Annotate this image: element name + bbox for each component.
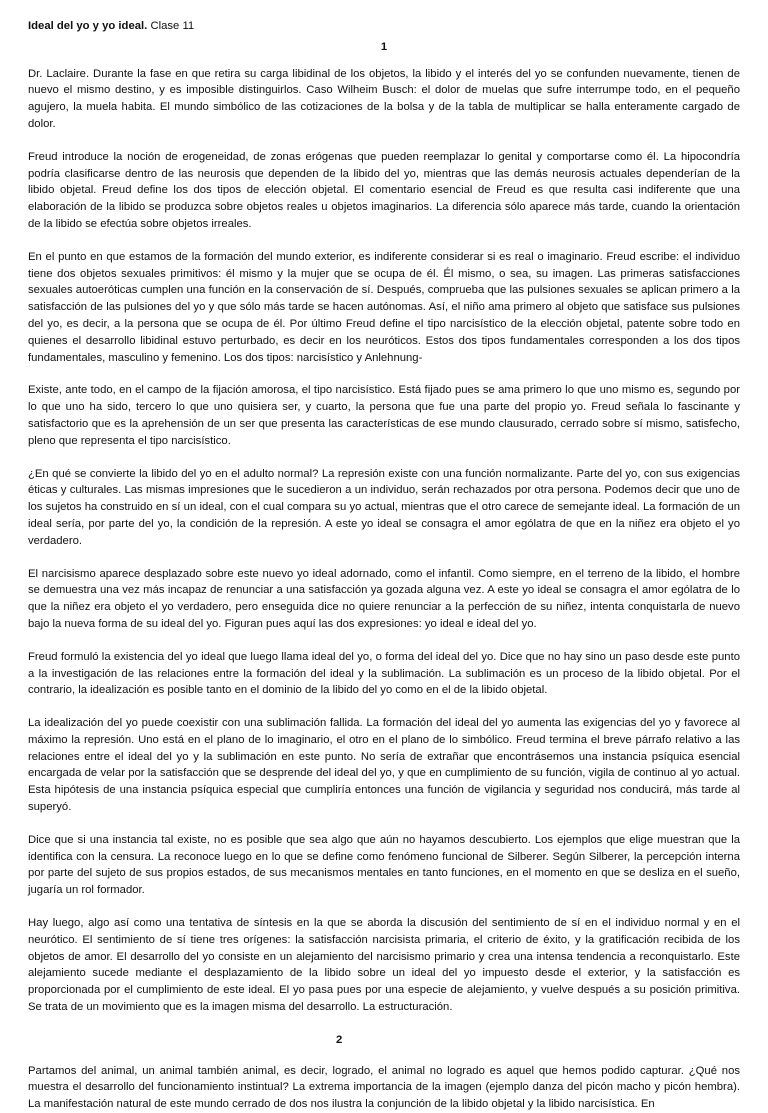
paragraph: Dr. Laclaire. Durante la fase en que retira su carga libidinal de los objetos, la libido y el interés del yo se confunden nuevamente, tienen de nuevo el mismo destino, y es imposible distinguirlos. Caso Wilheim Busch: el dolor de muelas que sufre interrumpe todo, en el pequeño agujero, la muela habita. El mundo simbólico de las cotizaciones de la bolsa y de la tabla de multiplicar se halla enteramente cargado de dolor. — [28, 67, 740, 130]
document-title — [28, 18, 740, 35]
section-number-1: 1 — [380, 40, 388, 53]
paragraph: Existe, ante todo, en el campo de la fijación amorosa, el tipo narcisístico. Está fijado pues se ama primero lo que uno mismo es, segundo por lo que uno ha sido, tercero lo que uno quisiera ser, y cuarto, la persona que fue una parte del propio yo. Freud señala lo fascinante y satisfactorio que es la aprehensión de un ser que presenta las características de ese mundo clausurado, cerrado sobre sí mismo, satisfecho, pleno que representa el tipo narcisístico. — [28, 384, 740, 447]
paragraph: Hay luego, algo así como una tentativa de síntesis en la que se aborda la discusión del sentimiento de sí en el individuo normal y en el neurótico. El sentimiento de sí tiene tres orígenes: la satisfacción narcisista primaria, el criterio de éxito, y la gratificación recibida de los objetos de amor. El desarrollo del yo consiste en un alejamiento del narcisismo primario y crea una intensa tendencia a reconquistarlo. Este alejamiento sucede mediante el desplazamiento de la libido sobre un ideal del yo impuesto desde el exterior, y la satisfacción es proporcionada por el cumplimiento de este ideal. El yo pasa pues por una especie de alejamiento, y vuelve después a su posición primitiva. Se trata de un movimiento que es la imagen misma del desarrollo. La estructuración. — [28, 917, 740, 1014]
paragraph: ¿En qué se convierte la libido del yo en el adulto normal? La represión existe con una función normalizante. Parte del yo, con sus exigencias éticas y culturales. Las mismas impresiones que le sucedieron a un individuo, serán rechazados por otra persona. Podemos decir que uno de los sujetos ha construido en sí un ideal, con el cual compara su yo actual, mientras que el otro carece de semejante ideal. La formación de un ideal sería, por parte del yo, la condición de la represión. A este yo ideal se consagra el amor ególatra de que en la niñez era objeto el yo verdadero. — [28, 467, 740, 547]
paragraph: Freud introduce la noción de erogeneidad, de zonas erógenas que pueden reemplazar lo genital y comportarse como él. La hipocondría podría clasificarse dentro de las neurosis que dependen de la libido del yo, mientras que las demás neurosis actuales dependerían de la libido objetal. Freud define los dos tipos de elección objetal. El comentario esencial de Freud es que resulta casi indiferente que una elaboración de la libido se produzca sobre objetos reales u objetos imaginarios. La diferencia sólo aparece más tarde, cuando la orientación de la libido se efectúa sobre objetos irreales. — [28, 150, 740, 230]
paragraph: Dice que si una instancia tal existe, no es posible que sea algo que aún no hayamos descubierto. Los ejemplos que elige muestran que la identifica con la censura. La reconoce luego en lo que se define como fenómeno funcional de Silberer. Según Silberer, la percepción interna por parte del sujeto de sus propios estados, de sus mecanismos mentales en tanto funciones, en el momento en que se desliza en el sueño, jugaría un rol formador. — [28, 833, 740, 897]
paragraph: Freud formuló la existencia del yo ideal que luego llama ideal del yo, o forma del ideal del yo. Dice que no hay sino un paso desde este punto a la investigación de las relaciones entre la formación del ideal y la sublimación. La sublimación es un proceso de la libido objetal. Por el contrario, la idealización es posible tanto en el dominio de la libido del yo como en el de la libido objetal. — [28, 650, 740, 697]
paragraph: La idealización del yo puede coexistir con una sublimación fallida. La formación del ideal del yo aumenta las exigencias del yo y favorece al máximo la represión. Uno está en el plano de lo imaginario, el otro en el plano de lo simbólico. Freud termina el breve párrafo relativo a las relaciones entre el ideal del yo y la sublimación en este punto. No sería de extrañar que encontrásemos una instancia psíquica esencial encargada de velar por la satisfacción que se desprende del ideal del yo, y que en cumplimiento de su función, vigila de continuo al yo actual. Esta hipótesis de una instancia psíquica especial que cumpliría entonces una función de vigilancia y seguridad nos conducirá, más tarde al superyó. — [28, 717, 740, 814]
paragraph: En el punto en que estamos de la formación del mundo exterior, es indiferente considerar si es real o imaginario. Freud escribe: el individuo tiene dos objetos sexuales primitivos: él mismo y la mujer que se ocupa de él. Él mismo, o sea, su imagen. Las primeras satisfacciones sexuales autoeróticas cumplen una función en la conservación de sí. Después, comprueba que las pulsiones sexuales se aplican primero a la satisfacción de las pulsiones del yo y que sólo más tarde se hacen autónomas. Así, el niño ama primero al objeto que satisface sus pulsiones del yo, es decir, a la persona que se ocupa de él. Por último Freud define el tipo narcisístico de la elección objetal, patente sobre todo en quienes el desarrollo libidinal estuvo perturbado, es decir en los neuróticos. Estos dos tipos fundamentales corresponden a los dos tipos fundamentales, masculino y femenino. Los dos tipos: narcisístico y Anlehnung- — [28, 250, 740, 364]
document-page — [28, 18, 740, 1113]
title-class: Clase 11 — [150, 20, 195, 32]
paragraph: Partamos del animal, un animal también animal, es decir, logrado, el animal no logrado es aquel que hemos podido capturar. ¿Qué nos muestra el desarrollo del funcionamiento instintual? La extrema importancia de la imagen (ejemplo danza del picón macho y picón hembra). La manifestación natural de este mundo cerrado de dos nos ilustra la conjunción de la libido objetal y la libido narcisística. En — [28, 1064, 740, 1111]
section-number-2: 2 — [336, 1033, 343, 1046]
title-bold: Ideal del yo y yo ideal. — [28, 20, 148, 32]
paragraph: El narcisismo aparece desplazado sobre este nuevo yo ideal adornado, como el infantil. Como siempre, en el terreno de la libido, el hombre se demuestra una vez más incapaz de renunciar a una satisfacción ya gozada alguna vez. A este yo ideal se consagra el amor ególatra de lo que la niñez era objeto el yo verdadero, pero enseguida dice no quiere renunciar a la perfección de su niñez, intenta conquistarla de nuevo bajo la nueva forma de su ideal del yo. Figuran pues aquí las dos expresiones: yo ideal e ideal del yo. — [28, 567, 740, 630]
